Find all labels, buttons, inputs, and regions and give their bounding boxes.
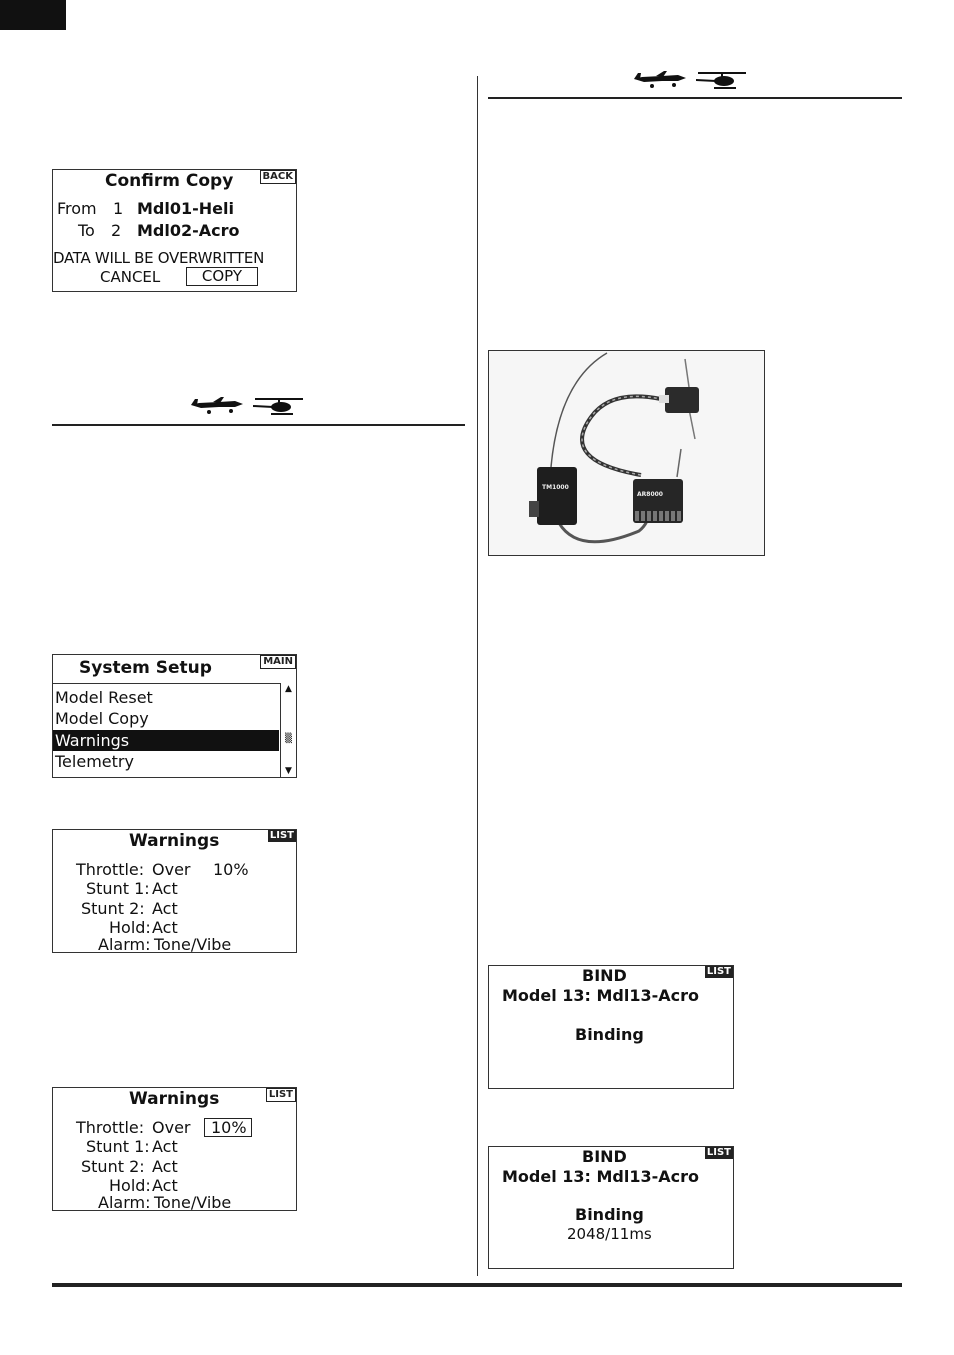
list-tag[interactable]: LIST <box>706 966 731 977</box>
receiver-illustration <box>489 351 764 555</box>
helicopter-silhouette-icon <box>692 70 748 90</box>
hold-label: Hold: <box>109 1176 151 1195</box>
title-divider <box>53 683 281 684</box>
helicopter-silhouette-icon <box>249 396 305 416</box>
menu-item-warnings[interactable]: Warnings <box>53 730 279 751</box>
screen-title: Warnings <box>129 1089 220 1109</box>
alarm-label: Alarm: <box>98 935 151 954</box>
bind-detail: 2048/11ms <box>567 1225 652 1243</box>
aircraft-icons <box>189 396 305 416</box>
menu-item-telemetry[interactable]: Telemetry <box>55 752 134 771</box>
bind-status: Binding <box>575 1205 644 1224</box>
page-tab-marker <box>0 0 66 30</box>
throttle-value[interactable]: Over <box>152 860 191 879</box>
section-rule-left <box>52 424 465 426</box>
bind-model-name: Model 13: Mdl13-Acro <box>502 986 700 1005</box>
bind-model-name: Model 13: Mdl13-Acro <box>502 1167 700 1186</box>
stunt2-value[interactable]: Act <box>152 1157 178 1176</box>
back-tag[interactable]: BACK <box>260 170 296 184</box>
alarm-label: Alarm: <box>98 1193 151 1212</box>
from-number: 1 <box>113 199 124 218</box>
warnings-screen <box>52 829 297 953</box>
list-tag[interactable]: LIST <box>266 1088 296 1102</box>
overwrite-warning: DATA WILL BE OVERWRITTEN <box>53 249 265 267</box>
main-tag[interactable]: MAIN <box>260 655 296 669</box>
screen-title: Warnings <box>129 831 220 851</box>
stunt1-label: Stunt 1: <box>86 1137 150 1156</box>
stunt2-value[interactable]: Act <box>152 899 178 918</box>
airplane-silhouette-icon <box>632 70 688 90</box>
throttle-label: Throttle: <box>76 860 145 879</box>
alarm-value[interactable]: Tone/Vibe <box>154 1193 232 1212</box>
receiver-label: AR8000 <box>637 491 663 498</box>
hold-label: Hold: <box>109 918 151 937</box>
confirm-copy-screen <box>52 169 297 292</box>
hold-value[interactable]: Act <box>152 918 178 937</box>
stunt1-value[interactable]: Act <box>152 1137 178 1156</box>
warnings-screen-editing <box>52 1087 297 1211</box>
to-label: To <box>78 221 95 240</box>
module-label: TM1000 <box>542 484 569 491</box>
scroll-down-icon[interactable]: ▼ <box>285 766 292 776</box>
menu-scrollbar[interactable] <box>280 683 296 777</box>
stunt1-value[interactable]: Act <box>152 879 178 898</box>
hold-value[interactable]: Act <box>152 1176 178 1195</box>
screen-title: BIND <box>582 1147 627 1166</box>
to-number: 2 <box>111 221 122 240</box>
system-setup-screen <box>52 654 297 778</box>
screen-title: System Setup <box>79 658 212 678</box>
throttle-percent[interactable]: 10% <box>213 860 249 879</box>
stunt1-label: Stunt 1: <box>86 879 150 898</box>
list-tag[interactable]: LIST <box>706 1147 731 1158</box>
list-tag[interactable]: LIST <box>269 830 294 841</box>
menu-item-model-copy[interactable]: Model Copy <box>55 709 149 728</box>
cancel-option[interactable]: CANCEL <box>100 268 161 286</box>
bind-screen <box>488 965 734 1089</box>
throttle-percent-selected[interactable]: 10% <box>204 1118 252 1137</box>
throttle-value[interactable]: Over <box>152 1118 191 1137</box>
stunt2-label: Stunt 2: <box>81 1157 145 1176</box>
to-model: Mdl02-Acro <box>137 221 240 240</box>
menu-item-model-reset[interactable]: Model Reset <box>55 688 153 707</box>
copy-option[interactable]: COPY <box>186 267 258 286</box>
stunt2-label: Stunt 2: <box>81 899 145 918</box>
airplane-silhouette-icon <box>189 396 245 416</box>
section-rule-right <box>488 97 902 99</box>
from-label: From <box>57 199 97 218</box>
footer-rule <box>52 1283 902 1287</box>
scroll-thumb[interactable]: ▒ <box>285 734 292 744</box>
throttle-label: Throttle: <box>76 1118 145 1137</box>
screen-title: BIND <box>582 966 627 985</box>
scroll-up-icon[interactable]: ▲ <box>285 684 292 694</box>
from-model: Mdl01-Heli <box>137 199 234 218</box>
bind-screen-progress <box>488 1146 734 1269</box>
receiver-photo <box>488 350 765 556</box>
column-divider <box>477 76 478 1276</box>
alarm-value[interactable]: Tone/Vibe <box>154 935 232 954</box>
screen-title: Confirm Copy <box>105 171 234 191</box>
aircraft-icons <box>632 70 748 90</box>
bind-status: Binding <box>575 1025 644 1044</box>
